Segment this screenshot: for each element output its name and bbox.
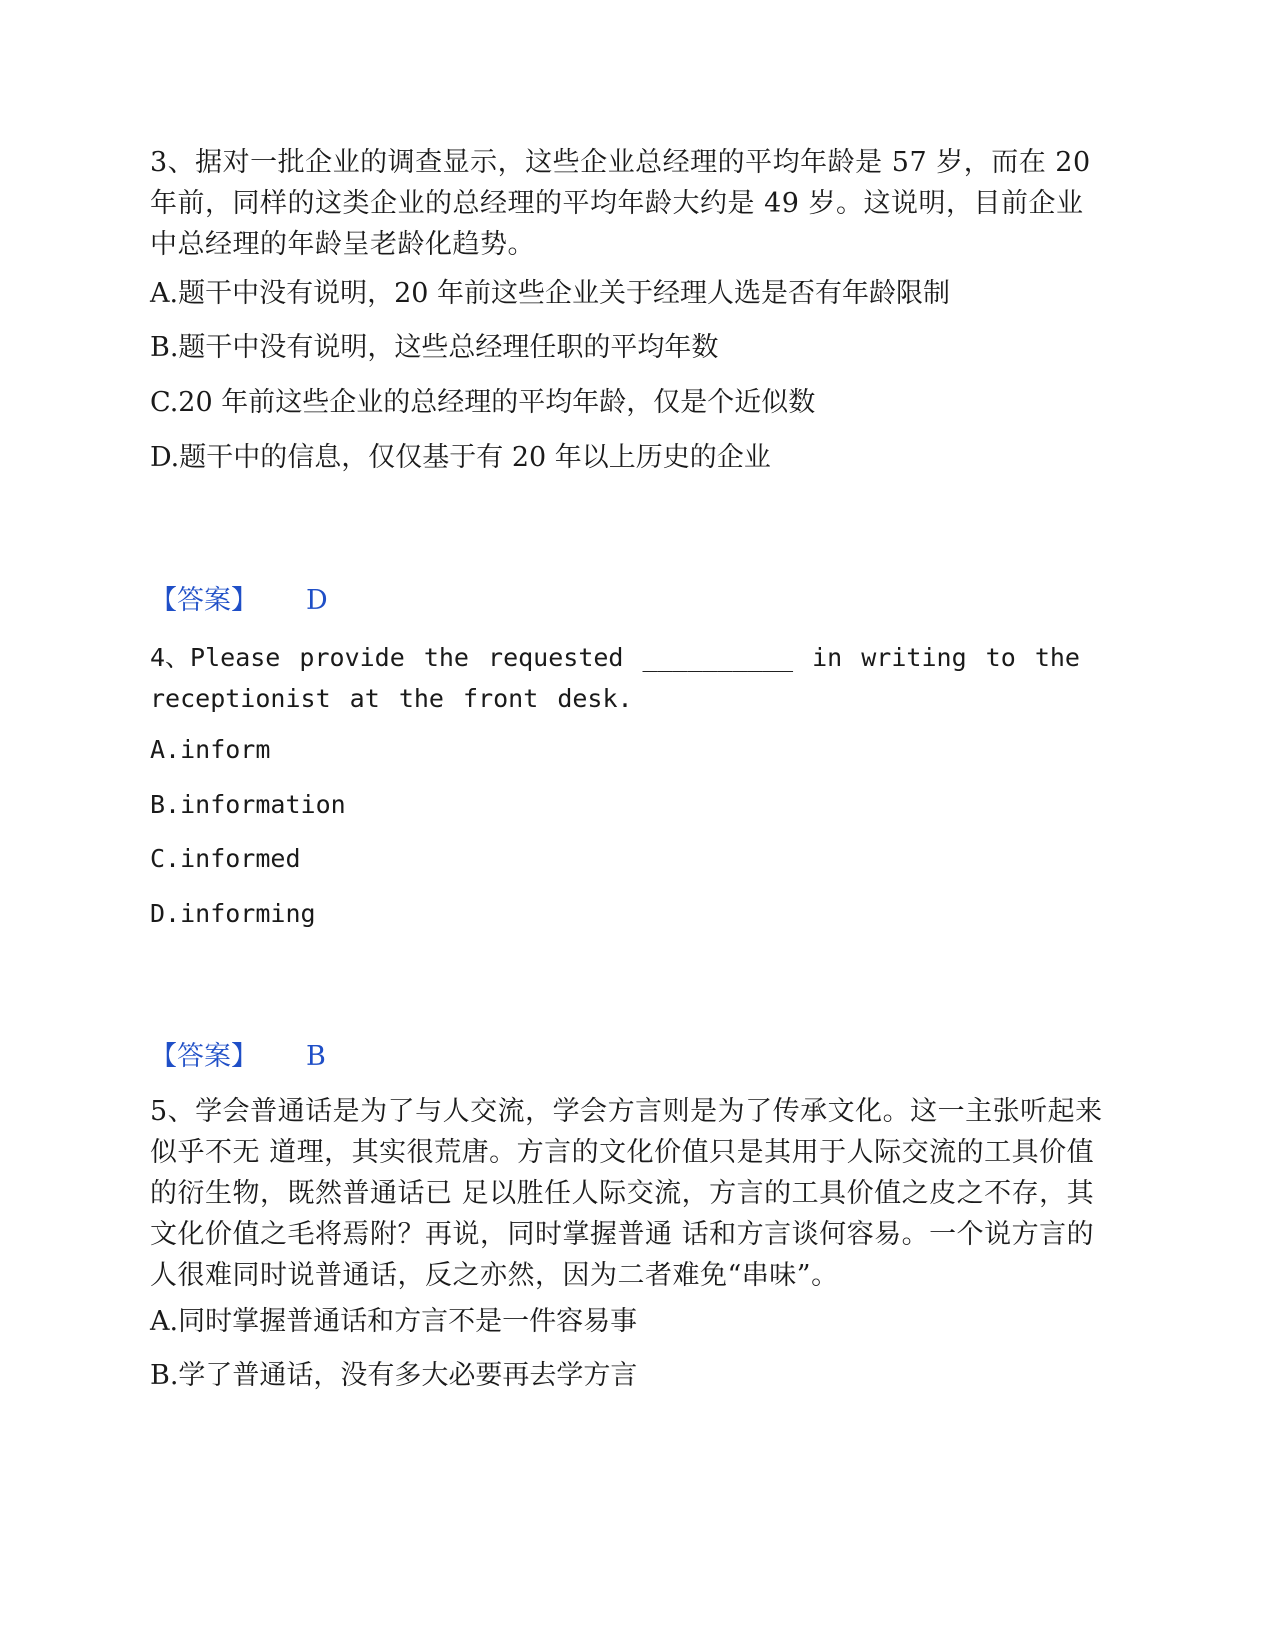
question-3 (150, 142, 1110, 265)
question-3-option-c: C.20 年前这些企业的总经理的平均年龄，仅是个近似数 (150, 387, 816, 418)
question-3-option-a: A.题干中没有说明，20 年前这些企业关于经理人选是否有年龄限制 (150, 278, 951, 309)
question-4-option-c: C.informed (150, 844, 301, 873)
question-4-answer (150, 1039, 326, 1075)
question-5-stem: 5、学会普通话是为了与人交流，学会方言则是为了传承文化。这一主张听起来似乎不无 道理，其实很荒唐。方言的文化价值只是其用于人际交流的工具价值的衍生物，既然普通话已 足以胜任人际交流，方言的工具价值之皮之不存，其文化价值之毛将焉附？再说，同时掌握普通 话和方言谈何容易。一个说方言的人很难同时说普通话，反之亦然，因为二者难免“串味”。 (150, 1096, 1103, 1291)
question-4-option-d: D.informing (150, 899, 316, 928)
question-3-answer (150, 583, 328, 619)
answer-label: 【答案】 (150, 1041, 258, 1072)
question-4 (150, 637, 1110, 719)
question-3-option-b: B.题干中没有说明，这些总经理任职的平均年数 (150, 332, 719, 363)
answer-label: 【答案】 (150, 585, 258, 616)
answer-value: B (306, 1041, 326, 1072)
question-3-option-d: D.题干中的信息，仅仅基于有 20 年以上历史的企业 (150, 442, 771, 473)
question-5-option-a: A.同时掌握普通话和方言不是一件容易事 (150, 1306, 638, 1337)
question-5-option-b: B.学了普通话，没有多大必要再去学方言 (150, 1360, 638, 1391)
answer-value: D (306, 585, 328, 616)
question-4-stem: 4、Please provide the requested __________ in writing to the receptionist at the front desk. (150, 643, 1080, 713)
question-4-option-b: B.information (150, 790, 346, 819)
question-5 (150, 1091, 1110, 1296)
question-4-option-a: A.inform (150, 735, 271, 764)
question-3-stem: 3、据对一批企业的调查显示，这些企业总经理的平均年龄是 57 岁，而在 20 年前，同样的这类企业的总经理的平均年龄大约是 49 岁。这说明，目前企业中总经理的年龄呈老龄化趋势。 (150, 147, 1091, 260)
